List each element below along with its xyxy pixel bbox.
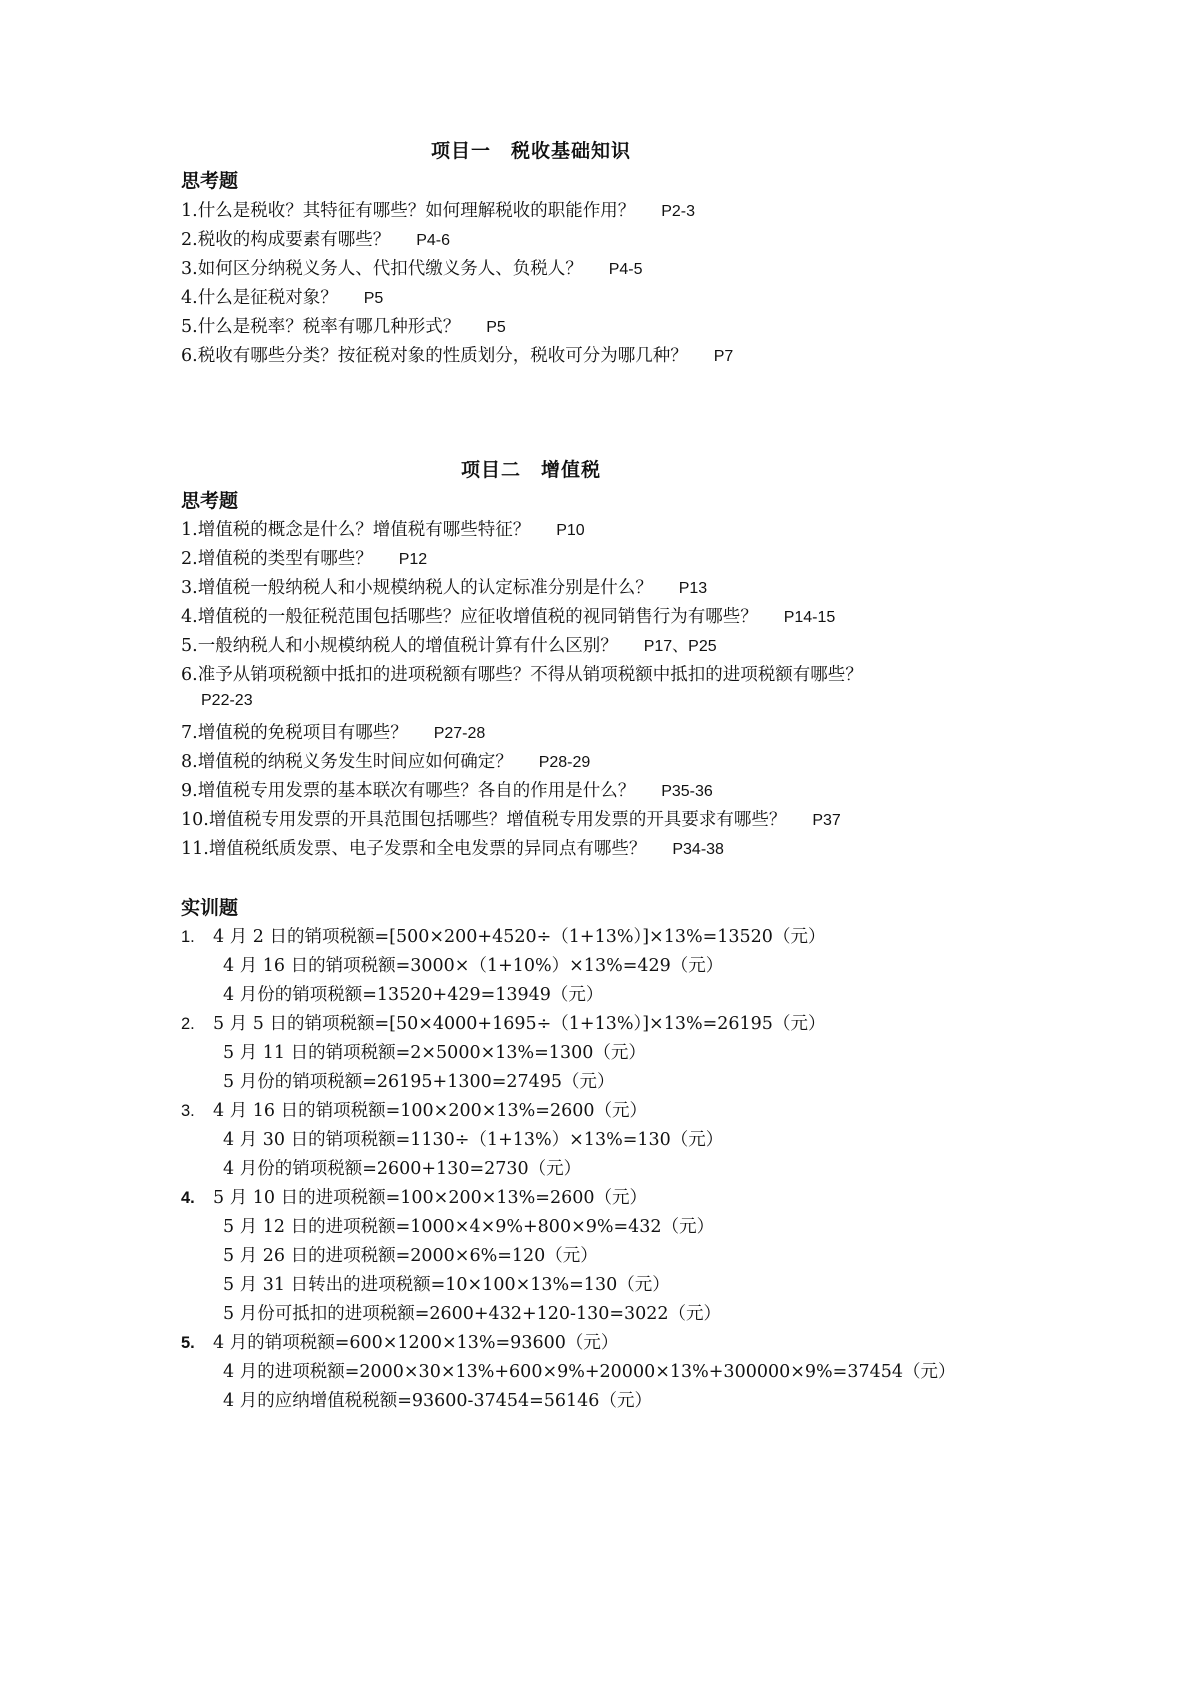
page-ref: P4-5 — [608, 261, 643, 278]
page-ref: P14-15 — [783, 609, 836, 626]
practice-4-line-4: 5 月 31 日转出的进项税额=10×100×13%=130（元） — [223, 1275, 670, 1295]
practice-4-line-1: 4. 5 月 10 日的进项税额=100×200×13%=2600（元） — [181, 1188, 647, 1208]
p1-question-4: 4.什么是征税对象？ P5 — [181, 288, 384, 308]
page-ref: P35-36 — [661, 783, 713, 800]
p1-question-2: 2.税收的构成要素有哪些？ P4-6 — [181, 230, 450, 250]
p2-question-2: 2.增值税的类型有哪些？ P12 — [181, 549, 428, 569]
p1-question-3: 3.如何区分纳税义务人、代扣代缴义务人、负税人？ P4-5 — [181, 259, 643, 279]
p2-question-6: 6.准予从销项税额中抵扣的进项税额有哪些？不得从销项税额中抵扣的进项税额有哪些？ — [181, 665, 863, 685]
p2-question-1: 1.增值税的概念是什么？增值税有哪些特征？ P10 — [181, 520, 585, 540]
practice-5-line-1: 5. 4 月的销项税额=600×1200×13%=93600（元） — [181, 1333, 619, 1353]
practice-3-line-2: 4 月 30 日的销项税额=1130÷（1+13%）×13%=130（元） — [223, 1130, 724, 1150]
practice-heading: 实训题 — [181, 897, 239, 919]
practice-5-line-2: 4 月的进项税额=2000×30×13%+600×9%+20000×13%+300000×9%=37454（元） — [223, 1362, 956, 1382]
page-ref: P34-38 — [672, 841, 724, 858]
practice-1-line-1: 1. 4 月 2 日的销项税额=[500×200+4520÷（1+13%）]×13%=13520（元） — [181, 927, 826, 947]
page-ref: P12 — [398, 551, 428, 568]
p2-question-6-ref — [201, 690, 253, 710]
project2-heading: 思考题 — [181, 490, 239, 512]
page-ref: P7 — [713, 348, 734, 365]
page-ref: P10 — [556, 522, 585, 539]
page-ref: P37 — [812, 812, 841, 829]
practice-2-line-1: 2. 5 月 5 日的销项税额=[50×4000+1695÷（1+13%）]×13%=26195（元） — [181, 1014, 826, 1034]
p1-question-1: 1.什么是税收？其特征有哪些？如何理解税收的职能作用？ P2-3 — [181, 201, 695, 221]
project1-heading: 思考题 — [181, 170, 239, 192]
p2-question-7: 7.增值税的免税项目有哪些？ P27-28 — [181, 723, 486, 743]
page-ref: P17、P25 — [643, 638, 717, 655]
p1-question-5: 5.什么是税率？税率有哪几种形式？ P5 — [181, 317, 506, 337]
p2-question-10: 10.增值税专用发票的开具范围包括哪些？增值税专用发票的开具要求有哪些？ P37 — [181, 810, 841, 830]
p2-question-5: 5.一般纳税人和小规模纳税人的增值税计算有什么区别？ P17、P25 — [181, 636, 717, 656]
practice-5-line-3: 4 月的应纳增值税税额=93600-37454=56146（元） — [223, 1391, 652, 1411]
p2-question-9: 9.增值税专用发票的基本联次有哪些？各自的作用是什么？ P35-36 — [181, 781, 713, 801]
p2-question-11: 11.增值税纸质发票、电子发票和全电发票的异同点有哪些？ P34-38 — [181, 839, 724, 859]
practice-1-line-2: 4 月 16 日的销项税额=3000×（1+10%）×13%=429（元） — [223, 956, 724, 976]
p2-question-3: 3.增值税一般纳税人和小规模纳税人的认定标准分别是什么？ P13 — [181, 578, 708, 598]
practice-4-line-5: 5 月份可抵扣的进项税额=2600+432+120-130=3022（元） — [223, 1304, 722, 1324]
practice-1-line-3: 4 月份的销项税额=13520+429=13949（元） — [223, 985, 604, 1005]
page-ref: P2-3 — [661, 203, 695, 220]
page-ref: P4-6 — [416, 232, 450, 249]
page-ref: P5 — [363, 290, 384, 307]
page-ref: P28-29 — [538, 754, 591, 771]
practice-3-line-3: 4 月份的销项税额=2600+130=2730（元） — [223, 1159, 582, 1179]
project1-title: 项目一 税收基础知识 — [430, 140, 631, 162]
practice-4-line-3: 5 月 26 日的进项税额=2000×6%=120（元） — [223, 1246, 598, 1266]
page-ref: P22-23 — [201, 692, 253, 709]
page-ref: P27-28 — [433, 725, 486, 742]
practice-3-line-1: 3. 4 月 16 日的销项税额=100×200×13%=2600（元） — [181, 1101, 647, 1121]
page-ref: P5 — [486, 319, 506, 336]
practice-2-line-2: 5 月 11 日的销项税额=2×5000×13%=1300（元） — [223, 1043, 646, 1063]
p2-question-8: 8.增值税的纳税义务发生时间应如何确定？ P28-29 — [181, 752, 591, 772]
practice-2-line-3: 5 月份的销项税额=26195+1300=27495（元） — [223, 1072, 615, 1092]
p1-question-6: 6.税收有哪些分类？按征税对象的性质划分，税收可分为哪几种？ P7 — [181, 346, 734, 366]
page-ref: P13 — [678, 580, 708, 597]
practice-4-line-2: 5 月 12 日的进项税额=1000×4×9%+800×9%=432（元） — [223, 1217, 715, 1237]
project2-title: 项目二 增值税 — [460, 459, 601, 481]
p2-question-4: 4.增值税的一般征税范围包括哪些？应征收增值税的视同销售行为有哪些？ P14-15 — [181, 607, 836, 627]
